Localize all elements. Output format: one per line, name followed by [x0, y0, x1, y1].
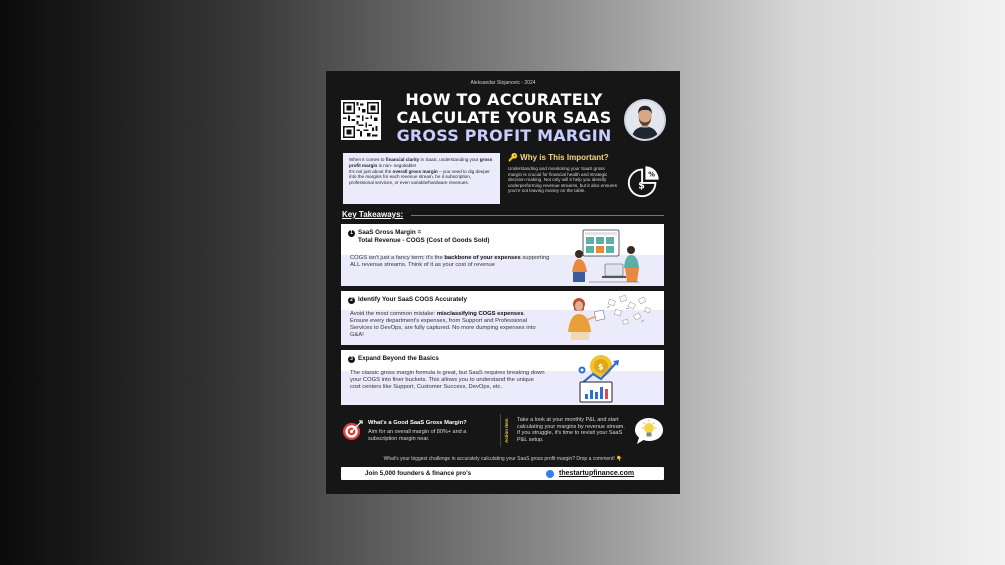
action-item-label: Action Item [504, 418, 509, 443]
heading-rule [411, 215, 664, 216]
good-margin-heading: What's a Good SaaS Gross Margin? [368, 420, 467, 426]
svg-text:$: $ [638, 180, 645, 192]
takeaway-2-body [350, 311, 540, 339]
takeaway-3-body: The classic gross margin formula is great, but SaaS requires breaking down your COGS into finer buckets. This allows you to understand the unique cost centers like Support, Customer Success, DevOps, etc. [350, 370, 545, 390]
number-badge: 2 [348, 297, 355, 304]
why-heading: 🔑 Why is This Important? [508, 153, 609, 162]
title-line-1: HOW TO ACCURATELY [405, 90, 603, 109]
pie-chart-icon [625, 162, 663, 200]
takeaway-body-text: COGS isn't just a fancy term; it's the [350, 255, 445, 261]
link-icon [546, 470, 554, 478]
takeaway-3 [341, 350, 664, 405]
takeaway-body-text: Avoid the most common mistake: [350, 311, 437, 317]
takeaway-2 [341, 291, 664, 345]
takeaway-title-text: Expand Beyond the Basics [358, 355, 439, 362]
intro-text: – you need to dig deeper into the margins for each revenue stream, be it subscription, professional services, or even variable/hardware revenues. [349, 168, 490, 185]
takeaway-body-text: . Ensure every department's expenses, from Support and Professional Services to DevOps, are fully captured. No more dumping expenses into G&A! [350, 311, 536, 338]
author-line: Aleksandar Stojanovic - 2024 [470, 80, 536, 86]
intro-emphasis: financial clarity [385, 157, 420, 162]
website-link[interactable]: thestartupfinance.com [559, 469, 635, 477]
why-text: Understanding and monitoring your SaaS gross margin is crucial for financial health and strategic decision-making. Not only will it help you identify underperforming revenue streams, but it also ensures you're not leaving money on the table. [508, 166, 618, 193]
growth-chart-illustration [575, 352, 635, 403]
intro-emphasis: overall gross margin [392, 168, 438, 174]
title-line-3: GROSS PROFIT MARGIN [396, 126, 612, 145]
action-item-text: Take a look at your monthly P&L and start calculating your margins by revenue stream. If you struggle, it's time to revisit your SaaS P&L setup. [517, 417, 625, 443]
takeaway-title-text: Identify Your SaaS COGS Accurately [358, 296, 468, 303]
paper-shredder-illustration [563, 294, 653, 342]
target-icon [342, 420, 363, 441]
takeaway-body-text: supporting ALL revenue streams. Think of it as your cost of revenue [350, 255, 550, 268]
takeaway-1-title [348, 229, 489, 245]
join-text: Join 5,000 founders & finance pro's [365, 470, 472, 477]
number-badge: 1 [348, 230, 355, 237]
number-badge: 3 [348, 356, 355, 363]
takeaway-1-body [350, 255, 550, 269]
takeaway-emphasis: backbone of your expenses [444, 255, 521, 261]
title-line-2: CALCULATE YOUR SAAS [396, 108, 612, 127]
takeaway-1 [341, 224, 664, 286]
intro-box [343, 153, 500, 204]
infographic-card [326, 71, 680, 494]
section-divider [500, 414, 501, 447]
intro-text: When it comes to [349, 157, 386, 162]
lightbulb-icon [634, 417, 664, 445]
good-margin-text: Aim for an overall margin of 80%+ and a subscription margin near. [368, 429, 467, 442]
svg-text:%: % [648, 170, 655, 179]
author-avatar [624, 99, 666, 141]
action-item-tag [502, 415, 514, 447]
takeaway-2-title [348, 296, 467, 304]
svg-text:$: $ [598, 362, 604, 372]
page-title [386, 91, 622, 145]
intro-text: It's not just about the [349, 168, 393, 174]
intro-text: in SaaS, understanding your [419, 157, 480, 162]
intro-emphasis: gross profit margin [349, 157, 493, 168]
takeaway-3-title [348, 355, 439, 363]
intro-text: is non- negotiable! [377, 162, 417, 168]
footer-bar [341, 467, 664, 480]
dashboard-people-illustration [569, 228, 649, 284]
qr-code-icon[interactable] [341, 100, 381, 140]
call-to-action: What's your biggest challenge in accurately calculating your SaaS gross profit margin? Drop a comment! 👇 [383, 456, 623, 462]
takeaway-title-text: SaaS Gross Margin = [358, 229, 422, 236]
takeaway-title-text: Total Revenue - COGS (Cost of Goods Sold) [358, 237, 490, 244]
takeaway-emphasis: misclassifying COGS expenses [436, 311, 524, 317]
key-takeaways-heading: Key Takeaways: [342, 210, 404, 219]
